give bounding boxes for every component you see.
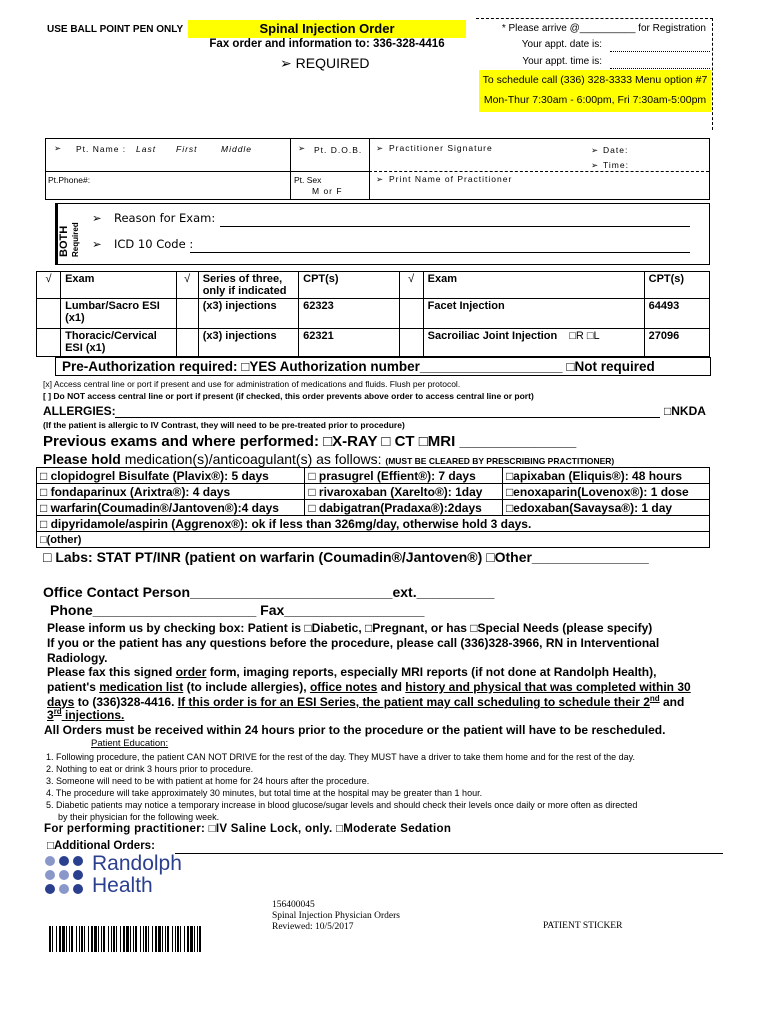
series-checkbox[interactable] [176, 299, 198, 329]
injections-text: injections. [61, 708, 125, 722]
required-label: ➢ REQUIRED [280, 55, 370, 71]
barcode-bar [116, 926, 117, 952]
form-info [272, 900, 400, 933]
pt-sex-label: Pt. Sex [294, 175, 322, 185]
barcode-bar [62, 926, 65, 952]
arrow-icon: ➢ [376, 174, 385, 184]
exam-name-text: Sacroiliac Joint Injection [427, 330, 558, 342]
barcode-bar [175, 926, 176, 952]
med-option[interactable]: □edoxaban(Savaysa®): 1 day [502, 500, 709, 516]
arrow-icon: ➢ [54, 143, 63, 153]
fax-text: (to include allergies), [183, 680, 310, 694]
pt-phone-label: Pt.Phone#: [48, 175, 91, 185]
barcode-bar [184, 926, 185, 952]
reason-field[interactable] [220, 226, 690, 227]
table-row [37, 329, 710, 357]
practitioner-line[interactable]: For performing practitioner: □IV Saline Lock, only. □Moderate Sedation [44, 823, 452, 835]
table-row [37, 500, 710, 516]
list-item: 3. Someone will need to be with patient at home for 24 hours after the procedure. [46, 776, 370, 786]
arrow-icon: ➢ [298, 143, 307, 153]
form-number: 156400045 [272, 900, 315, 910]
exam-name: Lumbar/Sacro ESI (x1) [61, 299, 177, 329]
days-text: days [47, 695, 75, 709]
barcode [47, 924, 207, 954]
barcode-bar [155, 926, 157, 952]
inform-line[interactable]: Please inform us by checking box: Patient is □Diabetic, □Pregnant, or has □Special Needs (please specify) [47, 621, 653, 635]
barcode-bar [52, 926, 53, 952]
exam-header: Exam [423, 272, 644, 299]
barcode-bar [98, 926, 99, 952]
arrow-icon: ➢ [376, 143, 385, 153]
barcode-bar [113, 926, 115, 952]
fax-text: and [377, 680, 406, 694]
hold-label-rest: medication(s)/anticoagulant(s) as follows: [120, 451, 382, 467]
fax-text: form, imaging reports, especially MRI reports (if not done at Randolph Health), [206, 665, 657, 679]
patient-sticker-label: PATIENT STICKER [543, 921, 623, 931]
labs-line[interactable]: □ Labs: STAT PT/INR (patient on warfarin (Coumadin®/Jantoven®) □Other_______________ [43, 549, 649, 565]
list-item: 2. Nothing to eat or drink 3 hours prior to procedure. [46, 764, 254, 774]
check-header: √ [176, 272, 198, 299]
list-item: 4. The procedure will take approximately 30 minutes, but total time at the hospital may be greater than 1 hour. [46, 788, 483, 798]
barcode-bar [71, 926, 73, 952]
form-title-footer: Spinal Injection Physician Orders [272, 911, 400, 921]
barcode-bar [84, 926, 85, 952]
exam-checkbox[interactable] [37, 329, 61, 357]
barcode-bar [172, 926, 173, 952]
fax-instructions-1 [47, 665, 656, 679]
med-option[interactable]: □ dabigatran(Pradaxa®):2days [305, 500, 503, 516]
barcode-bar [140, 926, 141, 952]
series-name: (x3) injections [198, 299, 298, 329]
required-text: Required [71, 222, 80, 257]
table-row [37, 516, 710, 532]
reason-label: Reason for Exam: [114, 211, 216, 225]
check-header: √ [399, 272, 423, 299]
cpt-code: 62321 [299, 329, 399, 357]
education-list [46, 751, 726, 823]
arrow-icon: ➢ [92, 211, 102, 225]
barcode-bar [103, 926, 105, 952]
appt-time-field[interactable] [610, 68, 710, 69]
barcode-bar [69, 926, 70, 952]
barcode-bar [158, 926, 161, 952]
series-header: Series of three, only if indicated [198, 272, 298, 299]
middle-name-label: Middle [221, 144, 253, 154]
med-other[interactable]: □(other) [37, 532, 710, 548]
barcode-bar [123, 926, 125, 952]
randolph-logo-dots [45, 856, 90, 901]
barcode-bar [79, 926, 80, 952]
first-name-label: First [176, 144, 198, 154]
barcode-bar [167, 926, 169, 952]
arrow-icon: ➢ [591, 145, 600, 155]
barcode-bar [126, 926, 129, 952]
barcode-bar [56, 926, 57, 952]
third-text: 3 [47, 708, 54, 722]
barcode-bar [180, 926, 181, 952]
table-row [37, 299, 710, 329]
exam-name: Thoracic/Cervical ESI (x1) [61, 329, 177, 357]
cpt-code: 62323 [299, 299, 399, 329]
barcode-bar [111, 926, 112, 952]
side-options[interactable]: □R □L [569, 330, 600, 342]
access-line-2[interactable]: [ ] Do NOT access central line or port if present (if checked, this order prevents above order to access central line or port) [43, 391, 534, 401]
practitioner-signature-label: Practitioner Signature [389, 143, 493, 153]
med-option[interactable]: □enoxaparin(Lovenox®): 1 dose [502, 484, 709, 500]
order-text: order [175, 665, 207, 679]
med-option[interactable]: □apixaban (Eliquis®): 48 hours [502, 468, 709, 484]
preauth-line[interactable]: Pre-Authorization required: □YES Authorization number___________________ □Not required [55, 357, 711, 376]
list-item: 5. Diabetic patients may notice a temporary increase in blood glucose/sugar levels and should check their levels once daily or more often as directed [46, 800, 638, 810]
both-required-label [58, 207, 80, 261]
barcode-bar [101, 926, 102, 952]
barcode-bar [76, 926, 77, 952]
schedule-phone: To schedule call (336) 328-3333 Menu option #7 [482, 74, 708, 86]
fax-text: Please fax this signed [47, 665, 176, 679]
hold-note: (MUST BE CLEARED BY PRESCRIBING PRACTITIONER) [385, 456, 615, 466]
barcode-bar [133, 926, 134, 952]
time-label: Time: [603, 160, 629, 170]
medication-table [36, 467, 710, 548]
pt-dob-label: Pt. D.O.B. [314, 145, 363, 155]
ballpoint-instruction: USE BALL POINT PEN ONLY [47, 24, 184, 35]
med-list-text: medication list [99, 680, 184, 694]
questions-line-2: Radiology. [47, 651, 108, 665]
barcode-bar [187, 926, 189, 952]
barcode-bar [165, 926, 166, 952]
education-title: Patient Education: [91, 738, 169, 749]
previous-exams-line[interactable]: Previous exams and where performed: □X-RAY □ CT □MRI ______________ [43, 433, 577, 450]
schedule-info [479, 70, 711, 112]
date-label: Date: [603, 145, 629, 155]
series-checkbox[interactable] [176, 329, 198, 357]
fax-instruction: Fax order and information to: 336-328-4416 [209, 38, 445, 50]
superscript: rd [53, 707, 62, 716]
exam-table [36, 271, 710, 357]
questions-line: If you or the patient has any questions before the procedure, please call (336)328-3966, RN in Interventional [47, 636, 660, 650]
barcode-bar [59, 926, 61, 952]
print-name-label: Print Name of Practitioner [389, 174, 513, 184]
allergy-note: (If the patient is allergic to IV Contrast, they will need to be pre-treated prior to procedure) [43, 420, 405, 430]
reason-box [55, 203, 710, 265]
cpt-code: 27096 [644, 329, 709, 357]
fax-instructions-4 [47, 707, 124, 722]
access-line-1[interactable]: [x] Access central line or port if present and use for administration of medications and fluids. Flush per protocol. [43, 379, 461, 389]
barcode-bar [88, 926, 89, 952]
exam-checkbox[interactable] [399, 329, 423, 357]
barcode-bar [152, 926, 153, 952]
superscript: nd [649, 694, 660, 703]
patient-info-box [45, 138, 710, 200]
barcode-bar [143, 926, 144, 952]
exam-checkbox[interactable] [399, 299, 423, 329]
exam-checkbox[interactable] [37, 299, 61, 329]
barcode-bar [194, 926, 195, 952]
icd-field[interactable] [190, 252, 690, 253]
barcode-bar [190, 926, 193, 952]
barcode-bar [91, 926, 93, 952]
history-physical-text: history and physical that was completed within 30 [405, 680, 691, 694]
list-item: 1. Following procedure, the patient CAN NOT DRIVE for the rest of the day. They MUST have a driver to take them home and for the rest of the day. [46, 752, 635, 762]
hold-label: Please hold [43, 451, 121, 467]
table-row [37, 484, 710, 500]
all-orders-line: All Orders must be received within 24 hours prior to the procedure or the patient will have to be rescheduled. [44, 723, 666, 737]
schedule-hours: Mon-Thur 7:30am - 6:00pm, Fri 7:30am-5:00pm [483, 94, 707, 106]
cpt-header: CPT(s) [644, 272, 709, 299]
barcode-bar [177, 926, 179, 952]
cpt-code: 64493 [644, 299, 709, 329]
form-title: Spinal Injection Order [188, 20, 466, 38]
barcode-icon [47, 924, 207, 954]
logo-text [92, 853, 182, 897]
med-option[interactable]: □ fondaparinux (Arixtra®): 4 days [37, 484, 305, 500]
series-name: (x3) injections [198, 329, 298, 357]
appt-time-label: Your appt. time is: [522, 56, 602, 67]
med-option[interactable]: □ rivaroxaban (Xarelto®): 1day [305, 484, 503, 500]
fax-instructions-2 [47, 680, 691, 694]
med-option[interactable]: □ prasugrel (Effient®): 7 days [305, 468, 503, 484]
logo-line-2: Health [92, 874, 153, 897]
office-contact-line[interactable]: Office Contact Person__________________________ext.__________ [43, 584, 495, 600]
barcode-bar [94, 926, 97, 952]
barcode-bar [108, 926, 109, 952]
nkda-checkbox[interactable]: □NKDA [664, 404, 706, 418]
arrow-icon: ➢ [92, 237, 102, 251]
exam-name: Facet Injection [423, 299, 644, 329]
check-header: √ [37, 272, 61, 299]
both-text: BOTH [58, 225, 70, 257]
appt-date-field[interactable] [610, 51, 710, 52]
barcode-bar [120, 926, 121, 952]
table-row [37, 532, 710, 548]
med-option[interactable]: □ dipyridamole/aspirin (Aggrenox®): ok if less than 326mg/day, otherwise hold 3 days. [37, 516, 710, 532]
allergies-field[interactable] [115, 417, 660, 418]
list-item: by their physician for the following week. [58, 812, 220, 822]
esi-text: If this order is for an ESI Series, the patient may call scheduling to schedule their 2 [177, 695, 650, 709]
barcode-bar [66, 926, 67, 952]
barcode-bar [145, 926, 147, 952]
med-option[interactable]: □ clopidogrel Bisulfate (Plavix®): 5 days [37, 468, 305, 484]
phone-fax-line[interactable]: Phone_____________________ Fax__________________ [50, 602, 425, 618]
barcode-bar [199, 926, 201, 952]
additional-orders-label[interactable]: □Additional Orders: [47, 840, 155, 852]
additional-orders-field[interactable] [175, 853, 723, 854]
fax-text: to (336)328-4416. [74, 695, 178, 709]
med-option[interactable]: □ warfarin(Coumadin®/Jantoven®):4 days [37, 500, 305, 516]
appt-date-label: Your appt. date is: [521, 39, 602, 50]
last-name-label: Last [136, 144, 157, 154]
pt-sex-options: M or F [312, 186, 343, 196]
barcode-bar [81, 926, 83, 952]
barcode-bar [135, 926, 137, 952]
exam-name [423, 329, 644, 357]
cpt-header: CPT(s) [299, 272, 399, 299]
barcode-bar [130, 926, 131, 952]
icd-label: ICD 10 Code : [114, 237, 194, 251]
logo-line-1: Randolph [92, 852, 182, 875]
pt-name-label: Pt. Name : [76, 144, 127, 154]
table-row [37, 468, 710, 484]
barcode-bar [148, 926, 149, 952]
office-notes-text: office notes [309, 680, 378, 694]
allergies-label: ALLERGIES: [43, 404, 116, 418]
barcode-bar [162, 926, 163, 952]
barcode-bar [197, 926, 198, 952]
exam-header: Exam [61, 272, 177, 299]
fax-text: patient's [47, 680, 100, 694]
reviewed-date: Reviewed: 10/5/2017 [272, 922, 354, 932]
fax-instructions-3 [47, 694, 684, 709]
arrive-instruction: * Please arrive @__________ for Registration [501, 23, 706, 34]
arrow-icon: ➢ [591, 160, 600, 170]
hold-meds-header [43, 451, 614, 467]
barcode-bar [49, 926, 51, 952]
fax-text: and [659, 695, 685, 709]
